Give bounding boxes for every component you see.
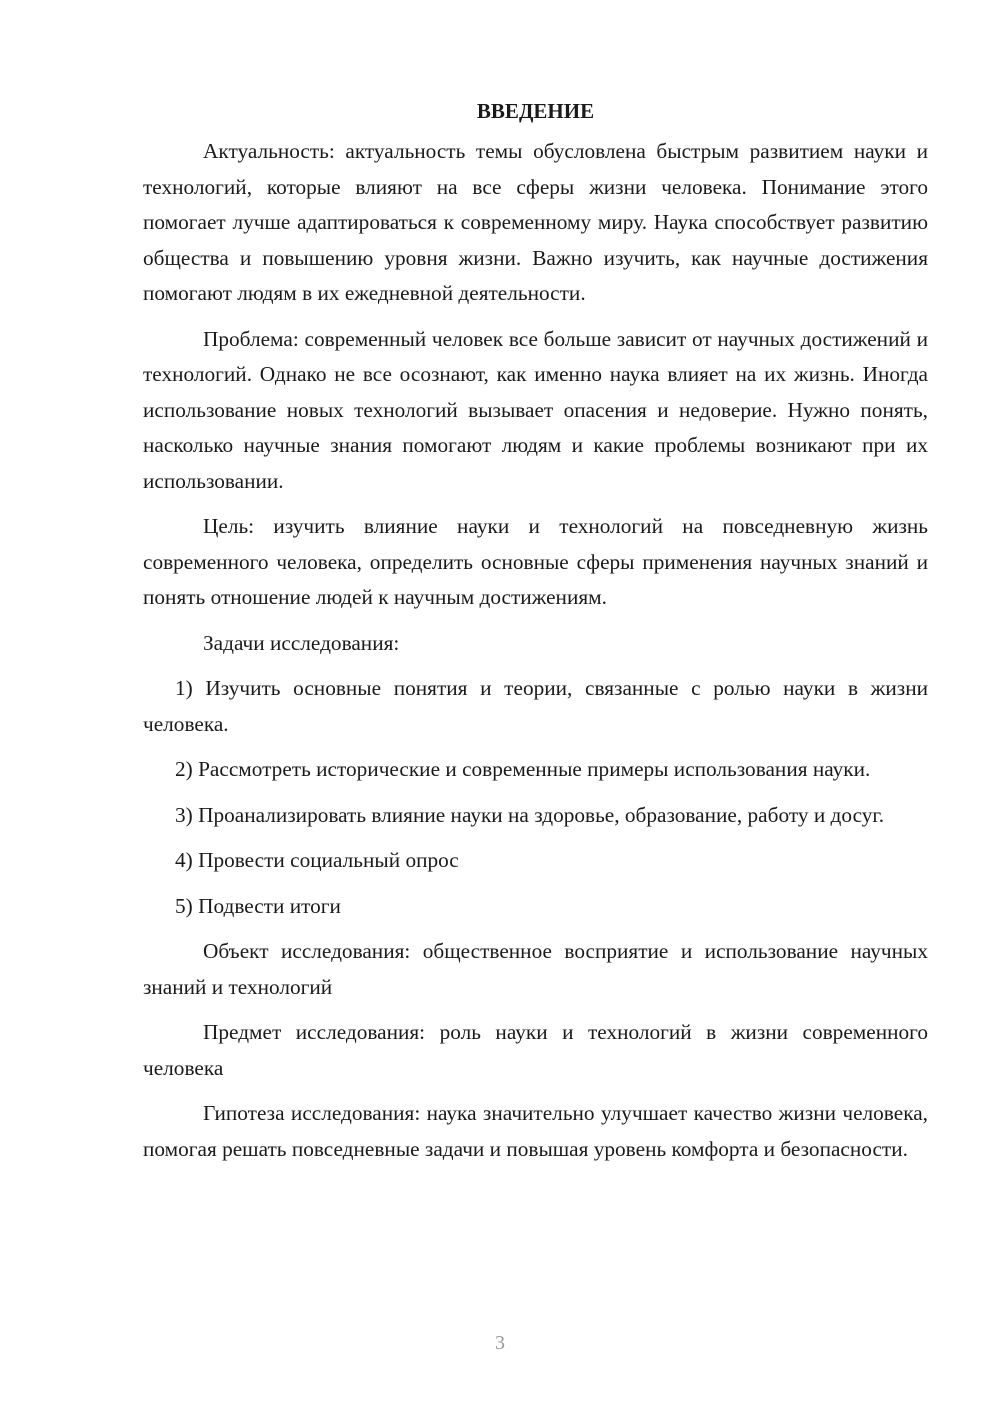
task-item-2: 2) Рассмотреть исторические и современные примеры использования науки. [175,757,871,781]
problem-paragraph: Проблема: современный человек все больше зависит от научных достижений и технологий. Однако не все осознают, как именно наука влияет на их жизнь. Иногда использование новых технологий вызывает опасения и недоверие. Нужно понять, насколько научные знания помогают людям и какие проблемы возникают при их использовании. [143,326,928,493]
task-item-4: 4) Провести социальный опрос [175,848,459,872]
task-item-3: 3) Проанализировать влияние науки на здоровье, образование, работу и досуг. [175,802,885,827]
hypothesis-paragraph: Гипотеза исследования: наука значительно улучшает качество жизни человека, помогая решать повседневные задачи и повышая уровень комфорта и безопасности. [143,1101,928,1161]
page-number: 3 [495,1332,505,1354]
task-item-5: 5) Подвести итоги [175,893,341,918]
subject-paragraph: Предмет исследования: роль науки и технологий в жизни современного человека [143,1020,928,1080]
tasks-heading: Задачи исследования: [203,630,400,655]
goal-paragraph: Цель: изучить влияние науки и технологий на повседневную жизнь современного человека, определить основные сферы применения научных знаний и понять отношение людей к научным достижениям. [143,514,928,609]
document-title: ВВЕДЕНИЕ [476,99,595,123]
document-page [143,96,928,1177]
object-paragraph: Объект исследования: общественное восприятие и использование научных знаний и технологий [143,939,928,999]
task-item-1: 1) Изучить основные понятия и теории, связанные с ролью науки в жизни человека. [143,676,928,736]
relevance-paragraph: Актуальность: актуальность темы обусловлена быстрым развитием науки и технологий, которые влияют на все сферы жизни человека. Понимание этого помогает лучше адаптироваться к современному миру. Наука способствует развитию общества и повышению уровня жизни. Важно изучить, как научные достижения помогают людям в их ежедневной деятельности. [143,139,928,305]
